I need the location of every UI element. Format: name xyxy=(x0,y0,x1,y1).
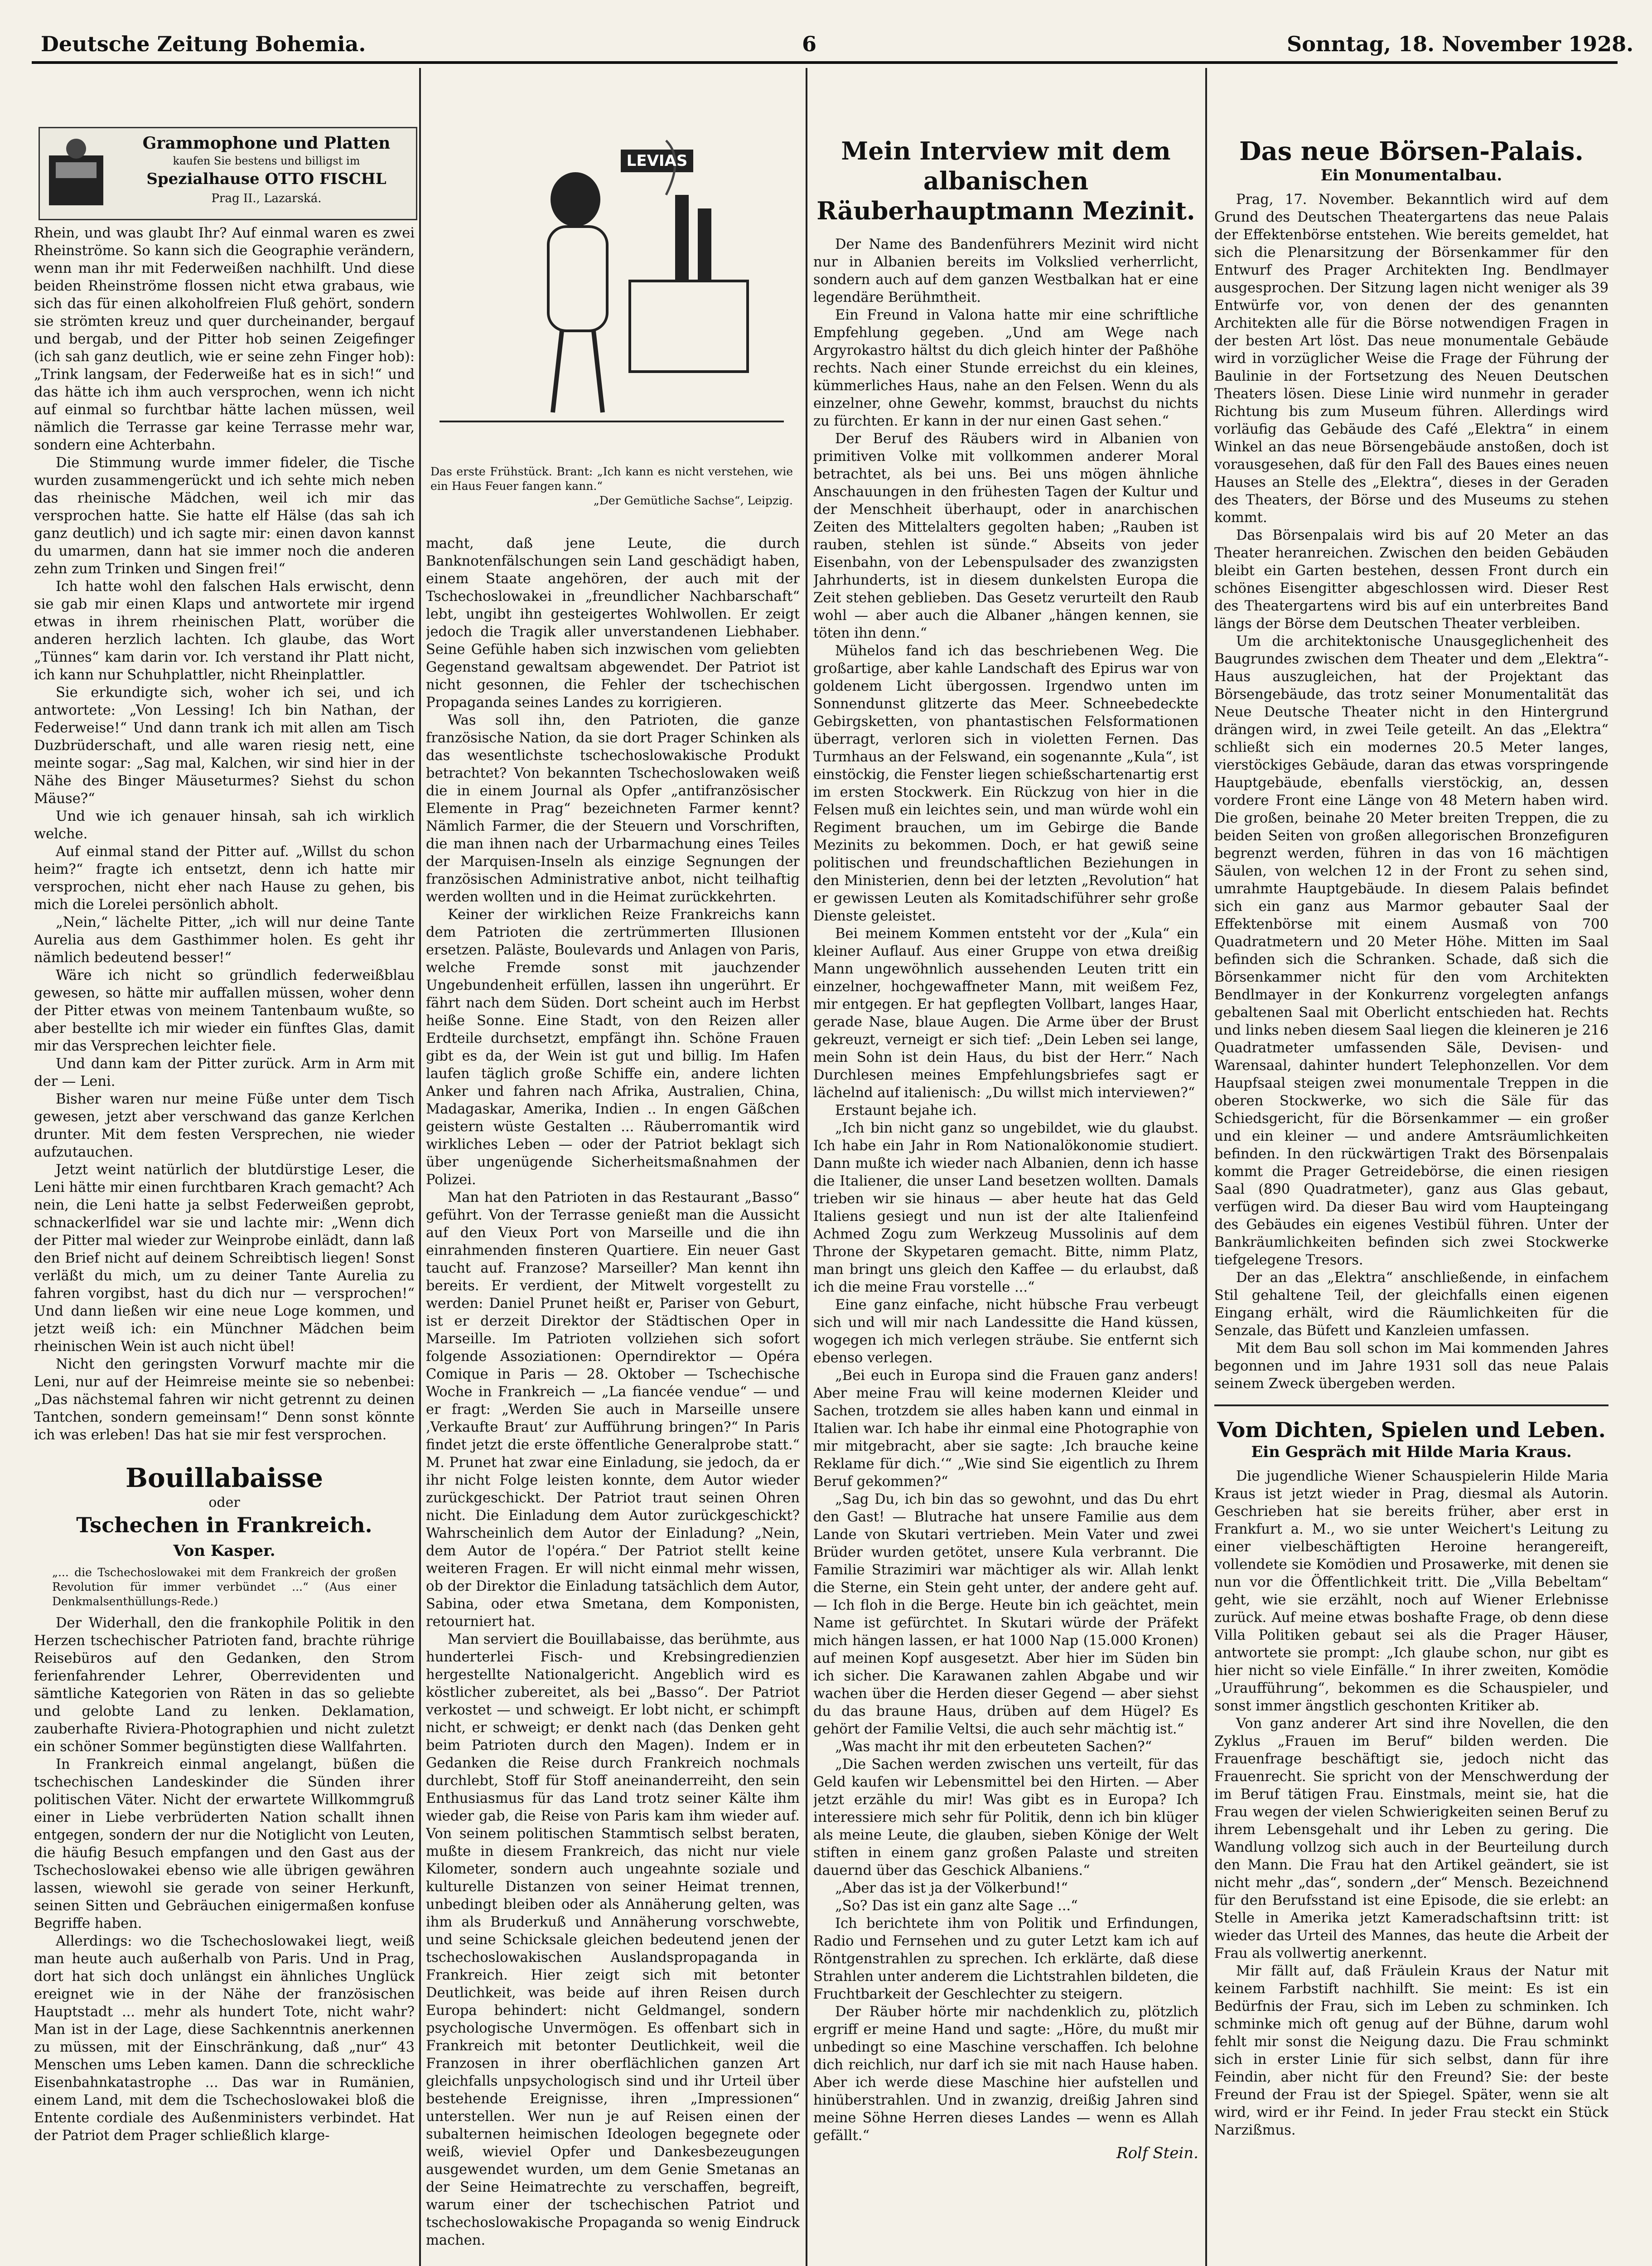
column-2 xyxy=(426,535,800,2266)
paragraph: Ich berichtete ihm von Politik und Erfindungen, Radio und Fernsehen und zu guter Letzt kam ich auf Röntgenstrahlen zu sprechen. Ich erklärte, daß diese Strahlen unter anderem die Lichtstrahlen bildeten, die Fruchtbarkeit der Geschlechter zu steigern. xyxy=(813,1916,1198,2002)
paragraph: „Bei euch in Europa sind die Frauen ganz anders! Aber meine Frau will keine modernen Kleider und Sachen, trotzdem sie alles haben kann und einmal in Italien war. Ich habe ihr einmal eine Photographie von mir mitgebracht, aber sie sagte: ‚Ich brauche keine Reklame für dich.‘“ „Wie sind Sie eigentlich zu Ihrem Beruf gekommen?“ xyxy=(813,1368,1198,1490)
paragraph: Sie erkundigte sich, woher ich sei, und ich antwortete: „Von Lessing! Ich bin Nathan, der Federweise!“ Und dann trank ich mit allen am Tisch Duzbrüderschaft, und alle waren riesig nett, eine meinte sogar: „Sag mal, Kalchen, wir sind hier in der Nähe des Binger Mäuseturmes? Siehst du schon Mäuse?“ xyxy=(34,685,415,807)
paragraph: Allerdings: wo die Tschechoslowakei liegt, weiß man heute auch außerhalb von Paris. Und in Prag, dort hat sich doch unlängst ein ähnliches Unglück ereignet wie in der Nähe der französischen Hauptstadt ... mehr als hundert Tote, nicht wahr? Man ist in der Lage, diese Sachkenntnis anerkennen zu müssen, mit der Einschränkung, daß „nur“ 43 Menschen ums Leben kamen. Dann die schreckliche Eisenbahnkatastrophe ... Das war in Rumänien, einem Land, mit dem die Tschechoslowakei bloß die Entente cordiale des Außenministers verbindet. Hat der Patriot dem Prager schließlich klarge- xyxy=(34,1933,415,2144)
paragraph: Bei meinem Kommen entsteht vor der „Kula“ ein kleiner Auflauf. Aus einer Gruppe von etwa dreißig Mann ungewöhnlich aussehenden Leuten tritt ein einzelner, hochgewaffneter Mann, mit weißem Fez, mir entgegen. Er hat gepflegten Vollbart, langes Haar, gerade Nase, blaue Augen. Die Arme über der Brust gekreuzt, verneigt er sich tief: „Dein Leben sei lange, mein Sohn ist dein Haus, du bist der Herr.“ Nach Durchlesen meines Empfehlungsbriefes sagt er lächelnd auf italienisch: „Du willst mich interviewen?“ xyxy=(813,926,1198,1101)
paragraph: Der Räuber hörte mir nachdenklich zu, plötzlich ergriff er meine Hand und sagte: „Höre, du mußt mir unbedingt so eine Maschine verschaffen. Ich belohne dich reichlich, nur darf ich sie mit nach Hause haben. Aber ich werde diese Maschine hier aufstellen und hinüberstrahlen. Und in zwanzig, dreißig Jahren sind meine Söhne Herren dieses Landes — wenn es Allah gefällt.“ xyxy=(813,2004,1198,2144)
paragraph: Ein Freund in Valona hatte mir eine schriftliche Empfehlung gegeben. „Und am Wege nach Argyrokastro hältst du dich gleich hinter der Paßhöhe rechts. Nach einer Stunde erreichst du ein kleines, kümmerliches Haus, nahe an den Felsen. Wenn du als einzelner, ohne Gewehr, kommst, brauchst du nichts zu fürchten. Er kann in der nur einen Gast sehen.“ xyxy=(813,307,1198,429)
issue-date: Sonntag, 18. November 1928. xyxy=(1287,32,1634,56)
paragraph: „Nein,“ lächelte Pitter, „ich will nur deine Tante Aurelia aus dem Gasthimmer holen. Es geht ihr nämlich bedeutend besser!“ xyxy=(34,915,415,966)
cartoon-caption-text: Das erste Frühstück. Brant: „Ich kann es nicht verstehen, wie ein Haus Feuer fangen kann.“ xyxy=(430,465,793,493)
article-subtitle-tschechen: Tschechen in Frankreich. xyxy=(76,1513,372,1537)
paragraph: „Ich bin nicht ganz so ungebildet, wie du glaubst. Ich habe ein Jahr in Rom Nationalökonomie studiert. Dann mußte ich wieder nach Albanien, denn ich hasse die Italiener, die unser Land besetzen wollten. Damals trieben wir sie hinaus — aber heute hat das Geld Italiens gesiegt und nun ist der alte Italienfeind Achmed Zogu zum Werkzeug Mussolinis auf dem Throne der Skypetaren gemacht. Bitte, nimm Platz, man bringt uns gleich den Kaffee — du erlaubst, daß ich die meine Frau vorstelle ...“ xyxy=(813,1120,1198,1295)
paragraph: Die Stimmung wurde immer fideler, die Tische wurden zusammengerückt und ich sehte mich neben das rheinische Mädchen, weil ich mir das versprochen hatte. Sie hatte elf Hälse (das sah ich ganz deutlich) und ich sagte mir: einen davon kannst du umarmen, dann hat sie immer noch die anderen zehn zum Trinken und Singen frei!“ xyxy=(34,455,415,577)
column-rule-2 xyxy=(806,68,807,2266)
paragraph: Bisher waren nur meine Füße unter dem Tisch gewesen, jetzt aber verschwand das ganze Kerlchen drunter. Mit dem festen Versprechen, nie wieder aufzutauchen. xyxy=(34,1091,415,1160)
paragraph: Man serviert die Bouillabaisse, das berühmte, aus hunderterlei Fisch- und Krebsingredienzien hergestellte Nationalgericht. Angeblich wird es köstlicher zubereitet, als bei „Basso“. Der Patriot verkostet — und schweigt. Er lobt nicht, er schimpft nicht, er schweigt; er denkt nach (das Denken geht beim Patrioten durch den Magen). Indem er in Gedanken die Reise durch Frankreich nochmals durchlebt, Stoff für Stoff aneinanderreiht, den sein Enthusiasmus für das Land trotz seiner Kälte ihm wieder gab, die Reise von Paris kam ihm wieder auf. Von seinem politischen Stammtisch selbst beraten, mußte in diesem Frankreich, das nicht nur viele Kilometer, sondern auch ungeahnte soziale und kulturelle Distanzen von seiner Heimat trennen, unbedingt bleiben oder als Annäherung gelten, was ihm als Bruderkuß und Annäherung vorschwebte, und seine Schicksale gleichen bedeutend jenen der tschechoslowakischen Auslandspropaganda in Frankreich. Hier zeigt sich mit betonter Deutlichkeit, was beide auf ihren Reisen durch Europa behindert: nicht Geldmangel, sondern psychologische Unvermögen. Es offenbart sich in Frankreich mit betonter Deutlichkeit, weil die Franzosen in ihrer oberflächlichen ganzen Art gleichfalls unpsychologisch sind und ihr Urteil über bestehende Ereignisse, ihren „Impressionen“ unterstellen. Wer nun je auf Reisen einen der subalternen heimischen Ideologen begegnete oder weiß, wieviel Opfer und Dankesbezeugungen ausgewendet wurden, um dem Genie Smetanas an der Seine Heimatrechte zu verschaffen, begreift, warum einer der tschechischen Patriot und tschechoslowakische Propaganda so wenig Eindruck machen. xyxy=(426,1632,800,2248)
paragraph: Mit dem Bau soll schon im Mai kommenden Jahres begonnen und im Jahre 1931 soll das neue Palais seinem Zweck übergeben werden. xyxy=(1214,1341,1609,1392)
paragraph: Man hat den Patrioten in das Restaurant „Basso“ geführt. Von der Terrasse genießt man die Aussicht auf den Vieux Port von Marseille und die ihn einrahmenden finsteren Quartiere. Ein neuer Gast taucht auf. Franzose? Marseiller? Man kennt ihn bereits. Er verdient, der Mitwelt vorgestellt zu werden: Daniel Prunet heißt er, Pariser von Geburt, ist er derzeit Direktor der Städtischen Oper in Marseille. Im Patrioten vollziehen sich sofort folgende Assoziationen: Operndirektor — Opéra Comique in Paris — 28. Oktober — Tschechische Woche in Frankreich — „La fiancée vendue“ — und er fragt: „Werden Sie auch in Marseille unsere ‚Verkaufte Braut‘ zur Aufführung bringen?“ In Paris findet jetzt die erste öffentliche Generalprobe statt.“ M. Prunet hat zwar eine Einladung, sie jedoch, da er ihr nicht Folge leisten konnte, dem Autor wieder zurückgeschickt. Der Patriot traut seinen Ohren nicht. Die Einladung dem Autor zurückgeschickt? Wahrscheinlich dem Autor der Einladung? „Nein, dem Autor de l'opéra.“ Der Patriot stellt keine weiteren Fragen. Er will nicht einmal mehr wissen, ob der Direktor die Einladung tatsächlich dem Autor, Sabina, oder etwa Smetana, dem Komponisten, retourniert hat. xyxy=(426,1190,800,1630)
gramophone-icon xyxy=(44,137,112,210)
ad-line-4: Prag II., Lazarská. xyxy=(211,192,322,205)
paragraph: Der an das „Elektra“ anschließende, in einfachem Stil gehaltene Teil, der gleichfalls einen eigenen Eingang erhält, wird die Räumlichkeiten für die Senzale, das Büfett und Kanzleien umfassen. xyxy=(1214,1270,1609,1339)
paragraph: Und dann kam der Pitter zurück. Arm in Arm mit der — Leni. xyxy=(34,1056,415,1089)
article-subtitle-gespraech: Ein Gespräch mit Hilde Maria Kraus. xyxy=(1251,1443,1572,1461)
cartoon-drawing xyxy=(430,131,793,453)
column-3 xyxy=(813,136,1198,2266)
article-title-boersen-palais: Das neue Börsen-Palais. xyxy=(1239,136,1584,166)
paragraph: Mir fällt auf, daß Fräulein Kraus der Natur mit keinem Farbstift nachhilft. Sie meint: Es ist ein Bedürfnis der Frau, sich im Leben zu schminken. Ich schminke mich oft genug auf der Bühne, darum wohl fehlt mir sonst die Neigung dazu. Die Frau schminkt sich in erster Linie für sich selbst, dann für ihre Feindin, aber nicht für den Freund? Sie: der beste Freund der Frau ist der Spiegel. Später, wenn sie alt wird, wird er ihr Feind. In jeder Frau steckt ein Stück Narzißmus. xyxy=(1214,1963,1609,2138)
paragraph: Nicht den geringsten Vorwurf machte mir die Leni, nur auf der Heimreise meinte sie so nebenbei: „Das nächstemal fahren wir nicht getrennt zu deinen Tantchen, sondern gemeinsam!“ Denn sonst könnte ich was erleben! Das hat sie mir fest versprochen. xyxy=(34,1356,415,1443)
column-4 xyxy=(1214,136,1609,2266)
cartoon-caption xyxy=(430,465,793,508)
paragraph: Und wie ich genauer hinsah, sah ich wirklich welche. xyxy=(34,809,415,842)
article-title-dichten: Vom Dichten, Spielen und Leben. xyxy=(1217,1418,1606,1442)
page-number: 6 xyxy=(802,32,817,56)
paragraph: „Was macht ihr mit den erbeuteten Sachen?“ xyxy=(835,1739,1152,1755)
paragraph: Auf einmal stand der Pitter auf. „Willst du schon heim?“ fragte ich entsetzt, denn ich hatte mir versprochen, nicht eher nach Hause zu gehen, bis mich die Lorelei persönlich abholt. xyxy=(34,844,415,913)
paragraph: Der Widerhall, den die frankophile Politik in den Herzen tschechischer Patrioten fand, brachte rührige Reisebüros auf den Gedanken, den Strom ferienfahrender Lehrer, Oberrevidenten und sämtliche Kategorien von Räten in das so geliebte und gelobte Land zu lenken. Deklamation, zauberhafte Riviera-Photographien und nicht zuletzt ein schöner Sommer begünstigten diese Wallfahrten. xyxy=(34,1615,415,1755)
paragraph: Von ganz anderer Art sind ihre Novellen, die den Zyklus „Frauen im Beruf“ bilden werden. Die Frauenfrage beschäftigt sie, jedoch nicht das Frauenrecht. Sie spricht von der Menschwerdung der im Beruf tätigen Frau. Einstmals, meint sie, hat die Frau wegen der vielen Schwierigkeiten seinen Beruf zu ihrem Lebensgehalt und ihr Leben zu gering. Die Wandlung vollzog sich auch in der Beurteilung durch den Mann. Die Frau hat den Artikel geändert, sie ist nicht mehr „das“, sondern „der“ Mensch. Bezeichnend für den Berufsstand ist eine Episode, die sie erlebt: an Stelle in Amerika jetzt Kameradschaftsinn tritt: ist wieder das Urteil des Mannes, das heute die Arbeit der Frau als vollwertig anerkennt. xyxy=(1214,1716,1609,1961)
header-rule xyxy=(32,61,1618,64)
cartoon-source: „Der Gemütliche Sachse“, Leipzig. xyxy=(593,494,793,507)
article-title-bouillabaisse: Bouillabaisse xyxy=(126,1462,323,1493)
article-byline: Von Kasper. xyxy=(173,1542,275,1560)
paragraph: Die jugendliche Wiener Schauspielerin Hilde Maria Kraus ist jetzt wieder in Prag, diesmal als Autorin. Geschrieben hat sie bereits früher, aber erst in Frankfurt a. M., wo sie unter Weichert's Leitung zu einer vielbeschäftigten Heroine herangereift, vollendete sie Komödien und Prosawerke, mit denen sie nun vor die Öffentlichkeit tritt. Die „Villa Bebeltam“ geht, wie sie erzählt, noch auf Wiener Erlebnisse zurück. Auf meine etwas boshafte Frage, ob denn diese Villa Politiken gebaut sei als die Prager Häuser, antwortete sie prompt: „Ich glaube schon, nur gibt es hier nicht so viele Einfälle.“ In ihrer zweiten, Komödie „Uraufführung“, bekommen es die Schauspieler, und sonst immer ängstlich geschonten Kritiker ab. xyxy=(1214,1468,1609,1714)
paragraph: Keiner der wirklichen Reize Frankreichs kann dem Patrioten die zertrümmerten Illusionen ersetzen. Paläste, Boulevards und Anlagen von Paris, welche Fremde sonst mit jauchzender Ungebundenheit erfüllen, lassen ihn ungerührt. Er fährt nach dem Süden. Dort scheint auch im Herbst heiße Sonne. Eine Stadt, von den Reizen aller Erdteile durchsetzt, empfängt ihn. Schöne Frauen gibt es da, der Wein ist gut und billig. Im Hafen laufen täglich große Schiffe ein, andere lichten Anker und fahren nach Afrika, Australien, China, Madagaskar, Amerika, Indien .. In engen Gäßchen geistern wüste Gestalten ... Räuberromantik wird wirkliches Leben — oder der Patriot beklagt sich über ungenügende Sicherheitsmaßnahmen der Polizei. xyxy=(426,907,800,1188)
paragraph: Prag, 17. November. Bekanntlich wird auf dem Grund des Deutschen Theatergartens das neue Palais der Effektenbörse entstehen. Wie bereits gemeldet, hat sich die Plenarsitzung der Börsenkammer für den Entwurf des Prager Architekten Ing. Bendlmayer ausgesprochen. Der Sitzung lagen nicht weniger als 39 Entwürfe vor, von denen der des genannten Architekten alle für die Börse notwendigen Fragen in der besten Art löst. Das neue monumentale Gebäude wird in vorzüglicher Weise die Frage der Führung der Baulinie in der Fortsetzung des Neuen Deutschen Theaters lösen. Diese Linie wird nunmehr in gerader Richtung bis zum Museum führen. Allerdings wird vorläufig das Gebäude des Café „Elektra“ in einem Winkel an das neue Börsengebäude anstoßen, doch ist vorausgesehen, daß für den Fall des Baues eines neuen Hauses an Stelle des „Elektra“, dieses in der Geraden des Theaters, der Börse und des Museums zu stehen kommt. xyxy=(1214,192,1609,526)
paragraph: Eine ganz einfache, nicht hübsche Frau verbeugt sich und will mir nach Landessitte die Hand küssen, wogegen ich mich verlegen sträube. Sie entfernt sich ebenso verlegen. xyxy=(813,1297,1198,1366)
paragraph: Wäre ich nicht so gründlich federweißblau gewesen, so hätte mir auffallen müssen, woher denn der Pitter etwas von meinem Tantenbaum wußte, so aber bestellte ich mir wieder ein fünftes Glas, damit mir das Versprechen leichter fiele. xyxy=(34,968,415,1054)
paragraph: Jetzt weint natürlich der blutdürstige Leser, die Leni hätte mir einen furchtbaren Krach gemacht? Ach nein, die Leni hatte ja selbst Federweißen geprobt, schnackerlfidel war sie und lachte mir: „Wenn dich der Pitter mal wieder zur Weinprobe einlädt, dann laß den Brief nicht auf deinem Schreibtisch liegen! Sonst verläßt du mich, um zu deiner Tante Aurelia zu fahren vorgibst, hast du dich nur — versprochen!“ Und dann ließen wir eine neue Loge kommen, und jetzt weiß ich: ein Münchner Mädchen beim rheinischen Wein ist auch nicht übel! xyxy=(34,1162,415,1355)
paragraph: macht, daß jene Leute, die durch Banknotenfälschungen sein Land geschädigt haben, einem Staate angehören, der auch mit der Tschechoslowakei in „freundlicher Nachbarschaft“ lebt, ungibt ihn gesteigertes Wohlwollen. Er zeigt jedoch die Tragik aller unverstandenen Liebhaber. Seine Gefühle haben sich inzwischen vom geliebten Gegenstand gewaltsam abgewendet. Der Patriot ist nicht gesonnen, die Fehler der tschechischen Propaganda seines Landes zu korrigieren. xyxy=(426,536,800,711)
article-title-interview: Mein Interview mit dem albanischen Räuberhauptmann Mezinit. xyxy=(816,136,1195,225)
title-connector: oder xyxy=(208,1495,240,1511)
article-divider xyxy=(1214,1404,1609,1406)
ad-line-1: Grammophone und Platten xyxy=(142,134,391,153)
ad-line-3: Spezialhause OTTO FISCHL xyxy=(146,170,386,188)
column-rule-1 xyxy=(419,68,421,2266)
ad-line-2: kaufen Sie bestens und billigst im xyxy=(173,155,360,167)
paragraph: „Sag Du, ich bin das so gewohnt, und das Du ehrt den Gast! — Blutrache hat unsere Familie aus dem Lande von Skutari vertrieben. Mein Vater und zwei Brüder wurden getötet, unsere Kula verbrannt. Die Familie Strazimiri war mächtiger als wir. Allah lenkt die Sterne, ein Stein geht unter, der andere geht auf. — Ich floh in die Berge. Heute bin ich geächtet, mein Name ist gefürchtet. In Skutari würde der Präfekt mich hängen lassen, er hat 1000 Nap (15.000 Kronen) auf meinen Kopf ausgesetzt. Aber hier im Süden bin ich sicher. Die Karawanen zahlen Abgabe und wir wachen über die Herden dieser Gegend — aber siehst du das braune Haus, drüben auf dem Hügel? Es gehört der Familie Veltsi, die auch sehr mächtig ist.“ xyxy=(813,1491,1198,1737)
paragraph: „Die Sachen werden zwischen uns verteilt, für das Geld kaufen wir Lebensmittel bei den Hirten. — Aber jetzt erzähle du mir! Was gibt es in Europa? Ich interessiere mich sehr für Politik, denn ich bin klüger als meine Leute, die glauben, sieben Könige der Welt stiften in einem ganz großen Palaste und streiten dauernd über das Geschick Albaniens.“ xyxy=(813,1757,1198,1879)
paragraph: Mühelos fand ich das beschriebenen Weg. Die großartige, aber kahle Landschaft des Epirus war von goldenem Licht übergossen. Irgendwo unten im Sonnendunst glitzerte das Meer. Schneebedeckte Gebirgsketten, von phantastischen Felsformationen überragt, verloren sich in violetten Fernen. Das Turmhaus an der Felswand, ein sogenannte „Kula“, ist einstöckig, die Fenster liegen schießschartenartig erst im ersten Stockwerk. Ein Rückzug von hier in die Felsen muß ein leichtes sein, und man würde wohl ein Regiment brauchen, um im Gebirge die Bande Mezinits zu bekommen. Doch, er hat gewiß seine politischen und freundschaftlichen Beziehungen in den Ministerien, denn bei der letzten „Revolution“ hat er gewissen Leuten als Komitadschiführer sehr große Dienste geleistet. xyxy=(813,643,1198,924)
column-rule-3 xyxy=(1205,68,1207,2266)
paragraph: Ich hatte wohl den falschen Hals erwischt, denn sie gab mir einen Klaps und antwortete mir irgend etwas in ihrem rheinischen Platt, worüber die anderen herzlich lachten. Ich glaube, das Wort „Tünnes“ kam darin vor. Ich verstand ihr Platt nicht, ich kann nur Schuhplattler, nicht Rheinplattler. xyxy=(34,579,415,683)
article-subtitle-monumentalbau: Ein Monumentalbau. xyxy=(1320,166,1502,184)
column-1 xyxy=(34,224,415,2266)
article-signature: Rolf Stein. xyxy=(1116,2144,1198,2162)
cartoon-sign: LEVIAS xyxy=(626,152,688,170)
paragraph: Was soll ihn, den Patrioten, die ganze französische Nation, da sie dort Prager Schinken als das wesentlichste tschechoslowakische Produkt betrachtet? Von bekannten Tschechoslowaken weiß die in einem Journal als Opfer „antifranzösischer Elemente in Prag“ bezeichneten Farmer kennt? Nämlich Farmer, die der Steuern und Vorschriften, die man ihnen nach der Urbarmachung eines Teiles der Marquisen-Inseln als einzige Segnungen der französischen Administrative anbot, nicht teilhaftig werden wollten und in die Heimat zurückkehrten. xyxy=(426,712,800,905)
paragraph: Der Beruf des Räubers wird in Albanien von primitiven Volke mit vollkommen anderer Moral betrachtet, als bei uns. Bei uns mögen ähnliche Anschauungen in den frühesten Tagen der Kultur und der Menschheit überhaupt, oder in anarchischen Zeiten des Mittelalters gegolten haben; „Rauben ist rauben, stehlen ist sünde.“ Abseits von jeder Eisenbahn, von der Lebenspulsader des zwanzigsten Jahrhunderts, ist in diesem dunkelsten Europa die Zeit stehen geblieben. Das Gesetz verurteilt den Raub wohl — aber auch die Albaner „hängen kennen, sie töten ihn denn.“ xyxy=(813,431,1198,641)
paragraph: Das Börsenpalais wird bis auf 20 Meter an das Theater heranreichen. Zwischen den beiden Gebäuden bleibt ein Garten bestehen, dessen Front durch ein schönes Eisengitter abgeschlossen wird. Dieser Rest des Theatergartens wird bis auf ein unterbreites Band längs der Börse dem Deutschen Theater verbleiben. xyxy=(1214,528,1609,632)
cartoon-illustration xyxy=(430,131,793,453)
paragraph: In Frankreich einmal angelangt, büßen die tschechischen Landeskinder die Sünden ihrer politischen Väter. Nicht der erwartete Willkommgruß einer in Liebe verbrüderten Nation schallt ihnen entgegen, sondern der nur die Notiglicht von Leuten, die häufig Besuch empfangen und den Gast aus der Tschechoslowakei ebenso wie alle übrigen gewähren lassen, wiewohl sie gerade von seiner Herkunft, seinen Sitten und Gebräuchen einigermaßen konfuse Begriffe haben. xyxy=(34,1757,415,1932)
newspaper-name: Deutsche Zeitung Bohemia. xyxy=(41,32,366,56)
article-motto: „... die Tschechoslowakei mit dem Frankreich der großen Revolution für immer verbündet ...“ (Aus einer Denkmalsenthüllungs-Rede.) xyxy=(52,1566,396,1608)
paragraph: Der Name des Bandenführers Mezinit wird nicht nur in Albanien bereits im Volkslied verherrlicht, sondern auch auf dem ganzen Westbalkan hat er eine legendäre Berühmtheit. xyxy=(813,237,1198,305)
paragraph: „Aber das ist ja der Völkerbund!“ xyxy=(835,1880,1068,1896)
advertisement-box xyxy=(39,127,417,220)
paragraph: „So? Das ist ein ganz alte Sage ...“ xyxy=(835,1898,1078,1914)
paragraph: Um die architektonische Unausgeglichenheit des Baugrundes zwischen dem Theater und dem „Elektra“-Haus auszugleichen, hat der Projektant das Börsengebäude, das trotz seiner Monumentalität das Neue Deutsche Theater nicht in den Hintergrund drängen wird, in zwei Teile geteilt. An das „Elektra“ schließt sich ein modernes 20.5 Meter langes, vierstöckiges Gebäude, daran das etwas vorspringende Hauptgebäude, ebenfalls vierstöckig, an, dessen vordere Front eine Länge von 48 Metern haben wird. Die großen, beinahe 20 Meter breiten Treppen, die zu beiden Seiten von großen allegorischen Bronzefiguren begrenzt werden, führen in das von 16 mächtigen Säulen, von welchen 12 in der Front zu sehen sind, umrahmte Hauptgebäude. In diesem Palais befindet sich ein ganz aus Marmor gebauter Saal der Effektenbörse mit einem Ausmaß von 700 Quadratmetern und 20 Meter Höhe. Mitten im Saal befinden sich die Schranken. Schade, daß sich die Börsenkammer nicht für den vom Architekten Bendlmayer in der Konkurrenz vorgelegten anfangs gebaltenen Saal mit Oberlicht entschieden hat. Rechts und links neben diesem Saal liegen die kleineren je 216 Quadratmeter umfassenden Säle, Devisen- und Warensaal, dahinter hundert Telephonzellen. Vor dem Haupfsaal steigen zwei monumentale Treppen in die oberen Stockwerke, wo sich die Säle für das Schiedsgericht, für die Börsenkammer — ein großer und ein kleiner — und andere Amtsräumlichkeiten befinden. In den rückwärtigen Trakt des Börsenpalais kommt die Prager Getreidebörse, die einen riesigen Saal (890 Quadratmeter), ganz aus Glas gebaut, verfügen wird. Da dieser Bau wird vom Haupteingang des Gebäudes ein eigenes Vestibül führen. Unter der Bankräumlichkeiten befinden sich zwei Stockwerke tiefgelegene Tresors. xyxy=(1214,634,1609,1268)
paragraph: Erstaunt bejahe ich. xyxy=(835,1103,977,1118)
paragraph: Rhein, und was glaubt Ihr? Auf einmal waren es zwei Rheinströme. So kann sich die Geographie verändern, wenn man ihr mit Federweißen nachhilft. Und diese beiden Rheinströme flossen nicht etwa grabaus, wie sich das für einen alkoholfreien Fluß gehört, sondern sie strömten kreuz und quer durcheinander, bergauf und bergab, und der Pitter hob seinen Zeigefinger (ich sah ganz deutlich, wie er seine zehn Finger hob): „Trink langsam, der Federweiße hat es in sich!“ und das hätte ich ihm auch versprochen, wenn ich nicht auf einmal so furchtbar hätte lachen müssen, weil nämlich die Terrasse gar keine Terrasse mehr war, sondern eine Achterbahn. xyxy=(34,225,415,453)
